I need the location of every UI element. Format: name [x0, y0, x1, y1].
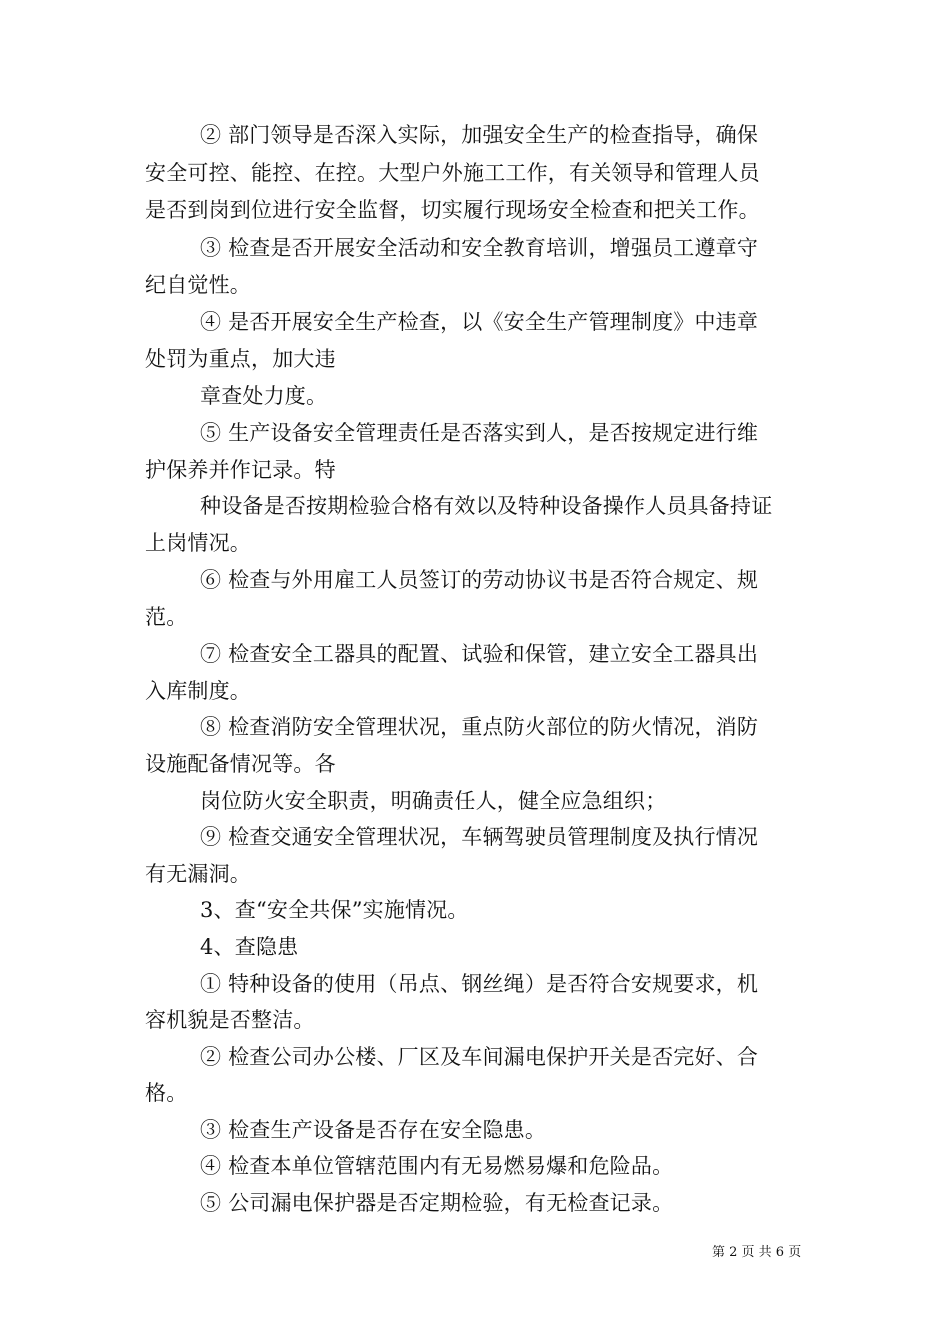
text-line: 护保养并作记录。特: [145, 458, 336, 482]
text-line: ④ 是否开展安全生产检查，以《安全生产管理制度》中违章: [200, 310, 759, 334]
text-line: ⑤ 生产设备安全管理责任是否落实到人，是否按规定进行维: [200, 421, 759, 445]
text-line: 3、查“安全共保”实施情况。: [200, 898, 469, 922]
text-line: ③ 检查生产设备是否存在安全隐患。: [200, 1118, 547, 1142]
text-line: ⑧ 检查消防安全管理状况，重点防火部位的防火情况，消防: [200, 715, 759, 739]
text-line: 纪自觉性。: [145, 273, 251, 297]
text-line: ⑥ 检查与外用雇工人员签订的劳动协议书是否符合规定、规: [200, 568, 759, 592]
text-line: ④ 检查本单位管辖范围内有无易燃易爆和危险品。: [200, 1154, 674, 1178]
text-line: 安全可控、能控、在控。大型户外施工工作，有关领导和管理人员: [145, 161, 760, 185]
text-line: 设施配备情况等。各: [145, 752, 336, 776]
text-line: 上岗情况。: [145, 531, 251, 555]
text-line: ③ 检查是否开展安全活动和安全教育培训，增强员工遵章守: [200, 236, 759, 260]
text-line: ② 部门领导是否深入实际，加强安全生产的检查指导，确保: [200, 123, 759, 147]
text-line: 种设备是否按期检验合格有效以及特种设备操作人员具备持证: [200, 494, 773, 518]
text-line: ② 检查公司办公楼、厂区及车间漏电保护开关是否完好、合: [200, 1045, 759, 1069]
text-line: 格。: [145, 1081, 188, 1105]
text-line: 章查处力度。: [200, 384, 328, 408]
text-line: ⑦ 检查安全工器具的配置、试验和保管，建立安全工器具出: [200, 642, 759, 666]
text-line: 范。: [145, 605, 188, 629]
text-line: ⑨ 检查交通安全管理状况，车辆驾驶员管理制度及执行情况: [200, 825, 759, 849]
text-line: 有无漏洞。: [145, 862, 251, 886]
text-line: ⑤ 公司漏电保护器是否定期检验，有无检查记录。: [200, 1191, 674, 1215]
text-line: 处罚为重点，加大违: [145, 347, 336, 371]
text-line: 是否到岗到位进行安全监督，切实履行现场安全检查和把关工作。: [145, 198, 760, 222]
text-line: 4、查隐患: [200, 935, 299, 959]
text-line: ① 特种设备的使用（吊点、钢丝绳）是否符合安规要求，机: [200, 972, 759, 996]
text-line: 入库制度。: [145, 679, 251, 703]
text-line: 容机貌是否整洁。: [145, 1008, 315, 1032]
page-number: 第 2 页 共 6 页: [712, 1245, 802, 1260]
text-line: 岗位防火安全职责，明确责任人，健全应急组织；: [200, 789, 667, 813]
